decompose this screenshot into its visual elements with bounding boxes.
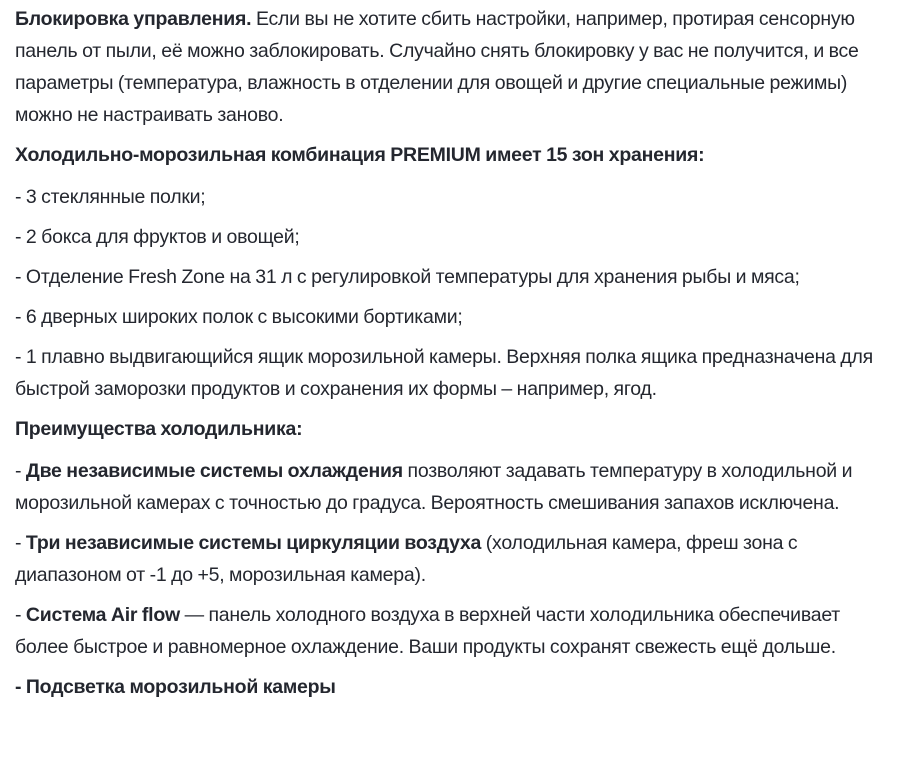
- text-segment: -: [15, 532, 26, 554]
- list-item: [15, 599, 882, 663]
- text-segment: (холодильная камера, фреш зона с диапазоном от -1 до +5, морозильная камера).: [15, 532, 798, 586]
- list-item: [15, 221, 882, 253]
- text-segment-bold: Блокировка управления.: [15, 8, 252, 30]
- text-segment-bold: Три независимые системы циркуляции воздуха: [25, 532, 482, 554]
- paragraph: [15, 3, 882, 131]
- text-segment-bold: Холодильно-морозильная комбинация PREMIUM имеет 15 зон хранения:: [15, 144, 705, 166]
- text-segment-bold: - Подсветка морозильной камеры: [15, 676, 336, 698]
- section-heading: [15, 413, 882, 445]
- text-segment: -: [15, 604, 26, 626]
- text-segment: - 1 плавно выдвигающийся ящик морозильной камеры. Верхняя полка ящика предназначена для быстрой заморозки продуктов и сохранения их формы – например, ягод.: [15, 346, 873, 400]
- text-segment: - Отделение Fresh Zone на 31 л с регулировкой температуры для хранения рыбы и мяса;: [15, 266, 800, 288]
- text-segment: позволяют задавать температуру в холодильной и морозильной камерах с точностью до градуса. Вероятность смешивания запахов исключена.: [15, 460, 853, 514]
- text-segment: - 6 дверных широких полок с высокими бортиками;: [15, 306, 463, 328]
- list-item: [15, 527, 882, 591]
- list-item: [15, 261, 882, 293]
- list-item: [15, 341, 882, 405]
- list-item: [15, 181, 882, 213]
- text-segment: -: [15, 460, 26, 482]
- text-segment: Если вы не хотите сбить настройки, например, протирая сенсорную панель от пыли, её можно заблокировать. Случайно снять блокировку у вас не получится, и все параметры (температура, влажность в отделении для овощей и другие специальные режимы) можно не настраивать заново.: [15, 8, 859, 126]
- text-segment: - 2 бокса для фруктов и овощей;: [15, 226, 300, 248]
- list-item: [15, 455, 882, 519]
- text-segment-bold: Преимущества холодильника:: [15, 418, 303, 440]
- text-segment: — панель холодного воздуха в верхней части холодильника обеспечивает более быстрое и равномерное охлаждение. Ваши продукты сохранят свежесть ещё дольше.: [15, 604, 840, 658]
- text-segment-bold: Две независимые системы охлаждения: [25, 460, 403, 482]
- text-segment: - 3 стеклянные полки;: [15, 186, 206, 208]
- text-segment-bold: Система Air flow: [25, 604, 180, 626]
- section-heading: [15, 139, 882, 171]
- list-item: [15, 671, 882, 703]
- list-item: [15, 301, 882, 333]
